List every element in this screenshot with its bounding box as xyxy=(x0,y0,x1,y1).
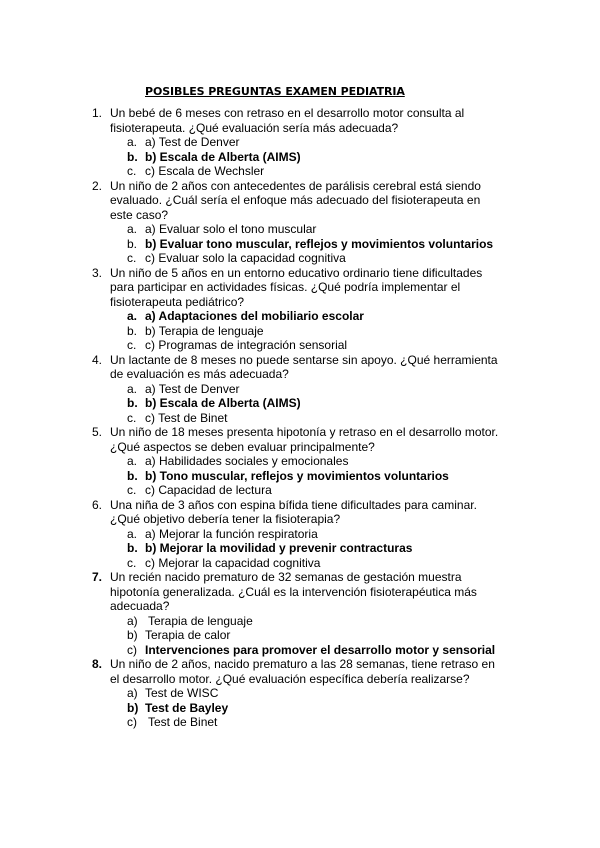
option-letter: b. xyxy=(127,396,138,410)
option-letter: b) xyxy=(127,700,139,715)
question-7 xyxy=(0,570,600,657)
question-text: Una niña de 3 años con espina bífida tiene dificultades para caminar. ¿Qué objetivo debería tener la fisioterapia? xyxy=(110,497,477,526)
option-b-correct xyxy=(0,237,600,252)
option-letter: b. xyxy=(127,468,138,483)
option-b-correct xyxy=(0,541,600,556)
option-list xyxy=(0,527,600,571)
option-text: b) Evaluar tono muscular, reflejos y movimientos voluntarios xyxy=(145,236,494,251)
option-letter: a. xyxy=(127,222,138,236)
option-letter: a. xyxy=(127,454,138,468)
option-text: c) Programas de integración sensorial xyxy=(145,338,348,352)
question-number: 2. xyxy=(92,178,103,193)
question-4 xyxy=(0,353,600,426)
option-list xyxy=(0,135,600,179)
option-c xyxy=(0,251,600,266)
option-a-correct xyxy=(0,309,600,324)
option-a xyxy=(0,686,600,701)
option-letter: b. xyxy=(127,236,138,251)
option-c-correct xyxy=(0,643,600,658)
option-letter: c) xyxy=(127,715,137,729)
option-text: a) Adaptaciones del mobiliario escolar xyxy=(145,309,364,323)
option-c xyxy=(0,715,600,730)
question-number: 6. xyxy=(92,497,103,512)
option-text: c) Capacidad de lectura xyxy=(145,483,272,497)
option-list xyxy=(0,454,600,498)
option-letter: c. xyxy=(127,338,137,352)
option-letter: a. xyxy=(127,381,138,396)
option-a xyxy=(0,614,600,629)
option-letter: c. xyxy=(127,555,137,570)
option-letter: b. xyxy=(127,323,138,338)
option-text: Terapia de lenguaje xyxy=(148,613,253,628)
option-a xyxy=(0,135,600,150)
option-c xyxy=(0,338,600,353)
question-text: Un bebé de 6 meses con retraso en el desarrollo motor consulta al fisioterapeuta. ¿Qué evaluación sería más adecuada? xyxy=(110,106,465,135)
option-text: a) Mejorar la función respiratoria xyxy=(145,526,318,541)
question-5 xyxy=(0,425,600,498)
option-text: Test de Binet xyxy=(148,715,218,729)
question-text: Un lactante de 8 meses no puede sentarse sin apoyo. ¿Qué herramienta de evaluación es más adecuada? xyxy=(110,352,498,381)
question-text: Un niño de 5 años en un entorno educativo ordinario tiene dificultades para participar en actividades físicas. ¿Qué podría implementar el fisioterapeuta pediátrico? xyxy=(110,265,483,309)
question-number: 3. xyxy=(92,265,103,280)
option-letter: a) xyxy=(127,686,138,700)
question-number: 5. xyxy=(92,425,103,439)
option-text: b) Mejorar la movilidad y prevenir contracturas xyxy=(145,541,413,555)
option-letter: a. xyxy=(127,526,138,541)
question-text: Un niño de 2 años con antecedentes de parálisis cerebral está siendo evaluado. ¿Cuál sería el enfoque más adecuado del fisioterapeuta en este caso? xyxy=(110,178,481,222)
option-b-correct xyxy=(0,150,600,165)
option-letter: c. xyxy=(127,251,137,265)
option-a xyxy=(0,527,600,542)
option-text: a) Habilidades sociales y emocionales xyxy=(145,454,349,468)
option-a xyxy=(0,382,600,397)
question-6 xyxy=(0,498,600,571)
option-text: b) Tono muscular, reflejos y movimientos voluntarios xyxy=(145,468,449,483)
question-2 xyxy=(0,179,600,266)
option-letter: a) xyxy=(127,613,138,628)
option-text: a) Test de Denver xyxy=(145,135,240,149)
option-list xyxy=(0,309,600,353)
option-text: c) Mejorar la capacidad cognitiva xyxy=(145,555,321,570)
option-letter: c. xyxy=(127,410,137,425)
option-text: c) Test de Binet xyxy=(145,410,228,425)
question-number: 7. xyxy=(92,570,103,584)
option-c xyxy=(0,556,600,571)
option-list xyxy=(0,222,600,266)
option-letter: a. xyxy=(127,309,138,323)
option-letter: c. xyxy=(127,164,137,178)
option-list xyxy=(0,382,600,426)
option-text: Test de Bayley xyxy=(145,700,229,715)
option-letter: b. xyxy=(127,149,138,164)
option-text: b) Escala de Alberta (AIMS) xyxy=(145,396,301,410)
option-b xyxy=(0,324,600,339)
option-text: a) Evaluar solo el tono muscular xyxy=(145,222,317,236)
question-number: 8. xyxy=(92,657,103,671)
option-text: Terapia de calor xyxy=(145,628,231,642)
option-c xyxy=(0,411,600,426)
question-list xyxy=(0,106,600,730)
option-a xyxy=(0,454,600,469)
option-b-correct xyxy=(0,396,600,411)
question-text: Un recién nacido prematuro de 32 semanas de gestación muestra hipotonía generalizada. ¿Cuál es la intervención fisioterapéutica más adecuada? xyxy=(110,570,477,613)
option-c xyxy=(0,483,600,498)
option-letter: c) xyxy=(127,642,137,657)
question-number: 1. xyxy=(92,106,103,120)
option-list xyxy=(0,686,600,730)
option-b-correct xyxy=(0,701,600,716)
option-letter: a. xyxy=(127,135,138,149)
option-b-correct xyxy=(0,469,600,484)
option-text: c) Evaluar solo la capacidad cognitiva xyxy=(145,251,346,265)
option-text: Intervenciones para promover el desarrollo motor y sensorial xyxy=(145,642,496,657)
option-list xyxy=(0,614,600,658)
option-text: c) Escala de Wechsler xyxy=(145,164,265,178)
option-text: a) Test de Denver xyxy=(145,381,240,396)
question-1 xyxy=(0,106,600,179)
option-text: b) Escala de Alberta (AIMS) xyxy=(145,149,301,164)
question-8 xyxy=(0,657,600,730)
option-letter: b) xyxy=(127,628,138,642)
option-letter: c. xyxy=(127,483,137,497)
option-b xyxy=(0,628,600,643)
question-number: 4. xyxy=(92,352,103,367)
option-text: Test de WISC xyxy=(145,686,219,700)
option-letter: b. xyxy=(127,541,138,555)
option-a xyxy=(0,222,600,237)
question-text: Un niño de 2 años, nacido prematuro a las 28 semanas, tiene retraso en el desarrollo motor. ¿Qué evaluación específica debería realizarse? xyxy=(110,657,495,686)
option-text: b) Terapia de lenguaje xyxy=(145,323,264,338)
page-title: POSIBLES PREGUNTAS EXAMEN PEDIATRIA xyxy=(145,85,405,98)
question-text: Un niño de 18 meses presenta hipotonía y retraso en el desarrollo motor. ¿Qué aspectos se deben evaluar principalmente? xyxy=(110,425,499,454)
option-c xyxy=(0,164,600,179)
question-3 xyxy=(0,266,600,353)
